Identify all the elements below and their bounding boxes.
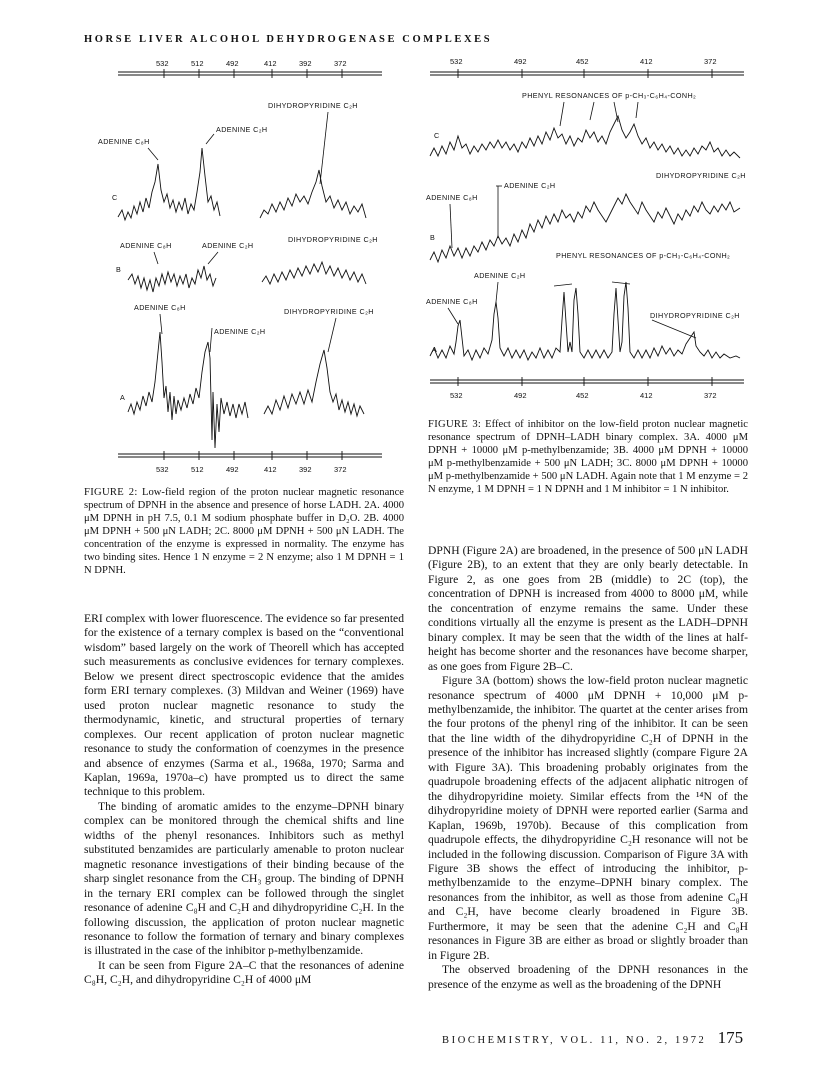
fig3-top-tick: 492 [514, 57, 527, 66]
fig2-top-tick: 412 [264, 59, 277, 68]
left-column [84, 612, 404, 988]
fig3-b-letter: B [430, 233, 436, 242]
fig3-bottom-tick: 532 [450, 391, 463, 400]
page-footer [442, 1028, 743, 1048]
fig3-c-trace [430, 116, 740, 158]
fig2-b-adenine-c8h-label: ADENINE C₈H [120, 241, 172, 250]
fig3-top-tick: 532 [450, 57, 463, 66]
figure-3-caption-label: FIGURE 3: [428, 419, 482, 430]
right-column [428, 544, 748, 992]
fig2-c-letter: C [112, 193, 118, 202]
fig2-c-trace-right [260, 170, 366, 218]
fig2-bottom-tick: 532 [156, 465, 169, 474]
fig3-panel-a [426, 271, 740, 360]
right-paragraph: The observed broadening of the DPNH resonances in the presence of the enzyme as well as the broadening of the DPNH [428, 963, 748, 991]
fig2-bottom-tick: 392 [299, 465, 312, 474]
figure-3-caption [428, 418, 748, 496]
left-paragraph: It can be seen from Figure 2A–C that the resonances of adenine C₈H, C₂H, and dihydropyridine C₂H of 4000 μM [84, 958, 404, 987]
fig2-b-trace-right [262, 262, 366, 284]
fig3-top-tick: 412 [640, 57, 653, 66]
figure-3 [424, 52, 754, 414]
fig3-a-dihydropyridine-label: DIHYDROPYRIDINE C₂H [650, 311, 740, 320]
figure-2-caption-label: FIGURE 2: [84, 487, 138, 498]
fig3-top-tick: 372 [704, 57, 717, 66]
fig3-a-adenine-c2h-label: ADENINE C₂H [474, 271, 526, 280]
fig3-a-trace [430, 282, 740, 360]
fig2-top-tick: 372 [334, 59, 347, 68]
fig2-bottom-tick: 372 [334, 465, 347, 474]
fig2-top-tick: 512 [191, 59, 204, 68]
fig2-a-adenine-c2h-label: ADENINE C₂H [214, 327, 266, 336]
fig2-c-adenine-c8h-label: ADENINE C₈H [98, 137, 150, 146]
fig2-b-letter: B [116, 265, 122, 274]
fig2-c-adenine-c2h-label: ADENINE C₂H [216, 125, 268, 134]
fig2-a-trace-right [264, 350, 364, 416]
fig2-top-tick: 492 [226, 59, 239, 68]
fig3-bottom-axis [430, 377, 744, 400]
fig2-bottom-tick: 492 [226, 465, 239, 474]
fig2-top-tick: 392 [299, 59, 312, 68]
running-head: HORSE LIVER ALCOHOL DEHYDROGENASE COMPLEXES [84, 34, 493, 45]
fig2-c-dihydropyridine-label: DIHYDROPYRIDINE C₂H [268, 101, 358, 110]
fig3-a-adenine-c8h-label: ADENINE C₈H [426, 297, 478, 306]
page-number: 175 [717, 1028, 744, 1047]
fig3-phenyl-top-label: PHENYL RESONANCES OF p-CH₃-C₆H₄-CONH₂ [522, 91, 697, 100]
fig3-c-letter: C [434, 131, 440, 140]
fig2-a-dihydropyridine-label: DIHYDROPYRIDINE C₂H [284, 307, 374, 316]
fig2-panel-c [98, 101, 366, 220]
fig3-panel-b [426, 181, 740, 262]
fig2-a-trace-left [128, 332, 248, 448]
figure-2-caption [84, 486, 404, 577]
fig3-b-adenine-c8h-label: ADENINE C₈H [426, 193, 478, 202]
fig2-a-adenine-c8h-label: ADENINE C₈H [134, 303, 186, 312]
figure-3-caption-text: Effect of inhibitor on the low-field proton nuclear magnetic resonance spectrum of DPNH–LADH binary complex. 3A. 4000 μM DPNH + 10000 μM p-methylbenzamide; 3B. 4000 μM DPNH + 10000 μM p-methylbenzamide + 500 μN LADH; 3C. 8000 μM DPNH + 10000 μM p-methylbenzamide + 500 μN LADH. Again note that 1 M enzyme = 2 N enzyme, 1 M DPNH = 1 N DPNH and 1 M inhibitor = 1 N inhibitor. [428, 419, 748, 495]
fig2-bottom-tick: 412 [264, 465, 277, 474]
fig2-a-letter: A [120, 393, 126, 402]
left-paragraph: ERI complex with lower fluorescence. The evidence so far presented for the existence of a ternary complex is based on the “conventional wisdom” based largely on the work of Theorell which has accepted such measurements as conclusive evidences for ternary complexes. Below we present direct spectroscopic evidence that the amides form ERI ternary complexes. (3) Mildvan and Weiner (1969) have used proton nuclear magnetic resonance to study the thermodynamic, kinetic, and structural properties of ternary complexes. Our recent application of proton nuclear magnetic resonance to study the conformation of coenzymes in the presence and absence of enzymes (Sarma et al., 1968a, 1970; Sarma and Kaplan, 1969a, 1970a–c) have prompted us to direct the same technique to this problem. [84, 612, 404, 799]
fig3-bottom-tick: 492 [514, 391, 527, 400]
fig3-bottom-tick: 452 [576, 391, 589, 400]
figure-2-caption-text: Low-field region of the proton nuclear magnetic resonance spectrum of DPNH in the absence and presence of horse LADH. 2A. 4000 μM DPNH in pH 7.5, 0.1 M sodium phosphate buffer in D₂O. 2B. 4000 μM DPNH + 500 μN LADH; 2C. 8000 μM DPNH + 500 μN LADH. The concentration of the enzyme is expressed in normality. The enzyme has two binding sites. Hence 1 N enzyme = 2 N enzyme; also 1 M DPNH = 1 N DPNH. [84, 487, 404, 576]
fig2-b-dihydropyridine-label: DIHYDROPYRIDINE C₂H [288, 235, 378, 244]
fig2-top-tick: 532 [156, 59, 169, 68]
fig3-top-tick: 452 [576, 57, 589, 66]
fig3-panel-c [430, 91, 746, 180]
fig3-bottom-tick: 372 [704, 391, 717, 400]
right-paragraph: Figure 3A (bottom) shows the low-field proton nuclear magnetic resonance spectrum of 4000 μM DPNH + 10,000 μM p-methylbenzamide, the inhibitor. The quartet at the center arises from the four protons of the phenyl ring of the inhibitor. It can be seen that the line width of the dihydropyridine C₂H of DPNH in the presence of the inhibitor has increased slightly (compare Figure 2A with Figure 3A). This broadening probably originates from the quadrupole broadening effects of the adjacent aliphatic nitrogen of the dihydropyridine moiety. Similar effects from the ¹⁴N of the dihydropyridine moiety of DPNH were reported earlier (Sarma and Kaplan, 1969b, 1970b). Because of this complication from quadrupole effects, the dihydropyridine C₂H resonance will not be included in the following discussion. Comparison of Figure 3A with Figure 3B shows the effect of introducing the inhibitor, p-methylbenzamide to the enzyme–DPNH binary complex. The resonances from the inhibitor, as well as those from adenine C₈H and C₂H, have become clearly broadened in Figure 3B. Furthermore, it may be seen that the adenine C₂H and C₈H resonances in Figure 3B are either as broad or slightly broader than in Figure 2B. [428, 674, 748, 962]
fig3-c-dihydropyridine-label: DIHYDROPYRIDINE C₂H [656, 171, 746, 180]
fig2-bottom-axis [118, 451, 382, 474]
fig2-top-axis [118, 59, 382, 78]
figure-2 [98, 52, 410, 480]
left-paragraph: The binding of aromatic amides to the enzyme–DPNH binary complex can be monitored through the chemical shifts and line widths of the phenyl resonances. Inhibitors such as methyl substituted benzamides are particularly amenable to proton nuclear magnetic resonance investigations of their binding because of the sharp singlet resonance from the CH₃ group. The binding of DPNH in the ternary ERI complex can be followed through the singlet resonance of adenine C₈H and C₂H and dihydropyridine C₂H. In the following discussion, the application of proton nuclear magnetic resonance to follow the formation of ternary and binary complexes is illustrated in the case of the inhibitor p-methylbenzamide. [84, 799, 404, 958]
fig2-b-trace-left [128, 266, 216, 292]
fig2-panel-b [116, 235, 378, 292]
fig2-panel-a [120, 303, 374, 448]
fig3-a-letter: A [432, 345, 438, 354]
fig2-b-adenine-c2h-label: ADENINE C₂H [202, 241, 254, 250]
right-paragraph: DPNH (Figure 2A) are broadened, in the presence of 500 μN LADH (Figure 2B), to an extent that they are only bearly detectable. In Figure 2, as one goes from 2B (middle) to 2C (top), the concentration of DPNH is increased from 4000 to 8000 μM, while the concentration of enzyme remains the same. Under these conditions virtually all the enzyme is present as the LADH–DPNH binary complex. It may be seen that the width of the lines at half-height has become shorter and the resonances have become sharper, as one goes from Figure 2B–C. [428, 544, 748, 673]
fig3-b-phenyl-label: PHENYL RESONANCES OF p-CH₃-C₆H₄-CONH₂ [556, 251, 731, 260]
fig2-bottom-tick: 512 [191, 465, 204, 474]
fig2-c-trace-left [118, 148, 220, 220]
fig3-top-axis [430, 57, 744, 78]
fig3-bottom-tick: 412 [640, 391, 653, 400]
journal-info: BIOCHEMISTRY, VOL. 11, NO. 2, 1972 [442, 1035, 707, 1046]
fig3-b-adenine-c2h-label: ADENINE C₂H [504, 181, 556, 190]
